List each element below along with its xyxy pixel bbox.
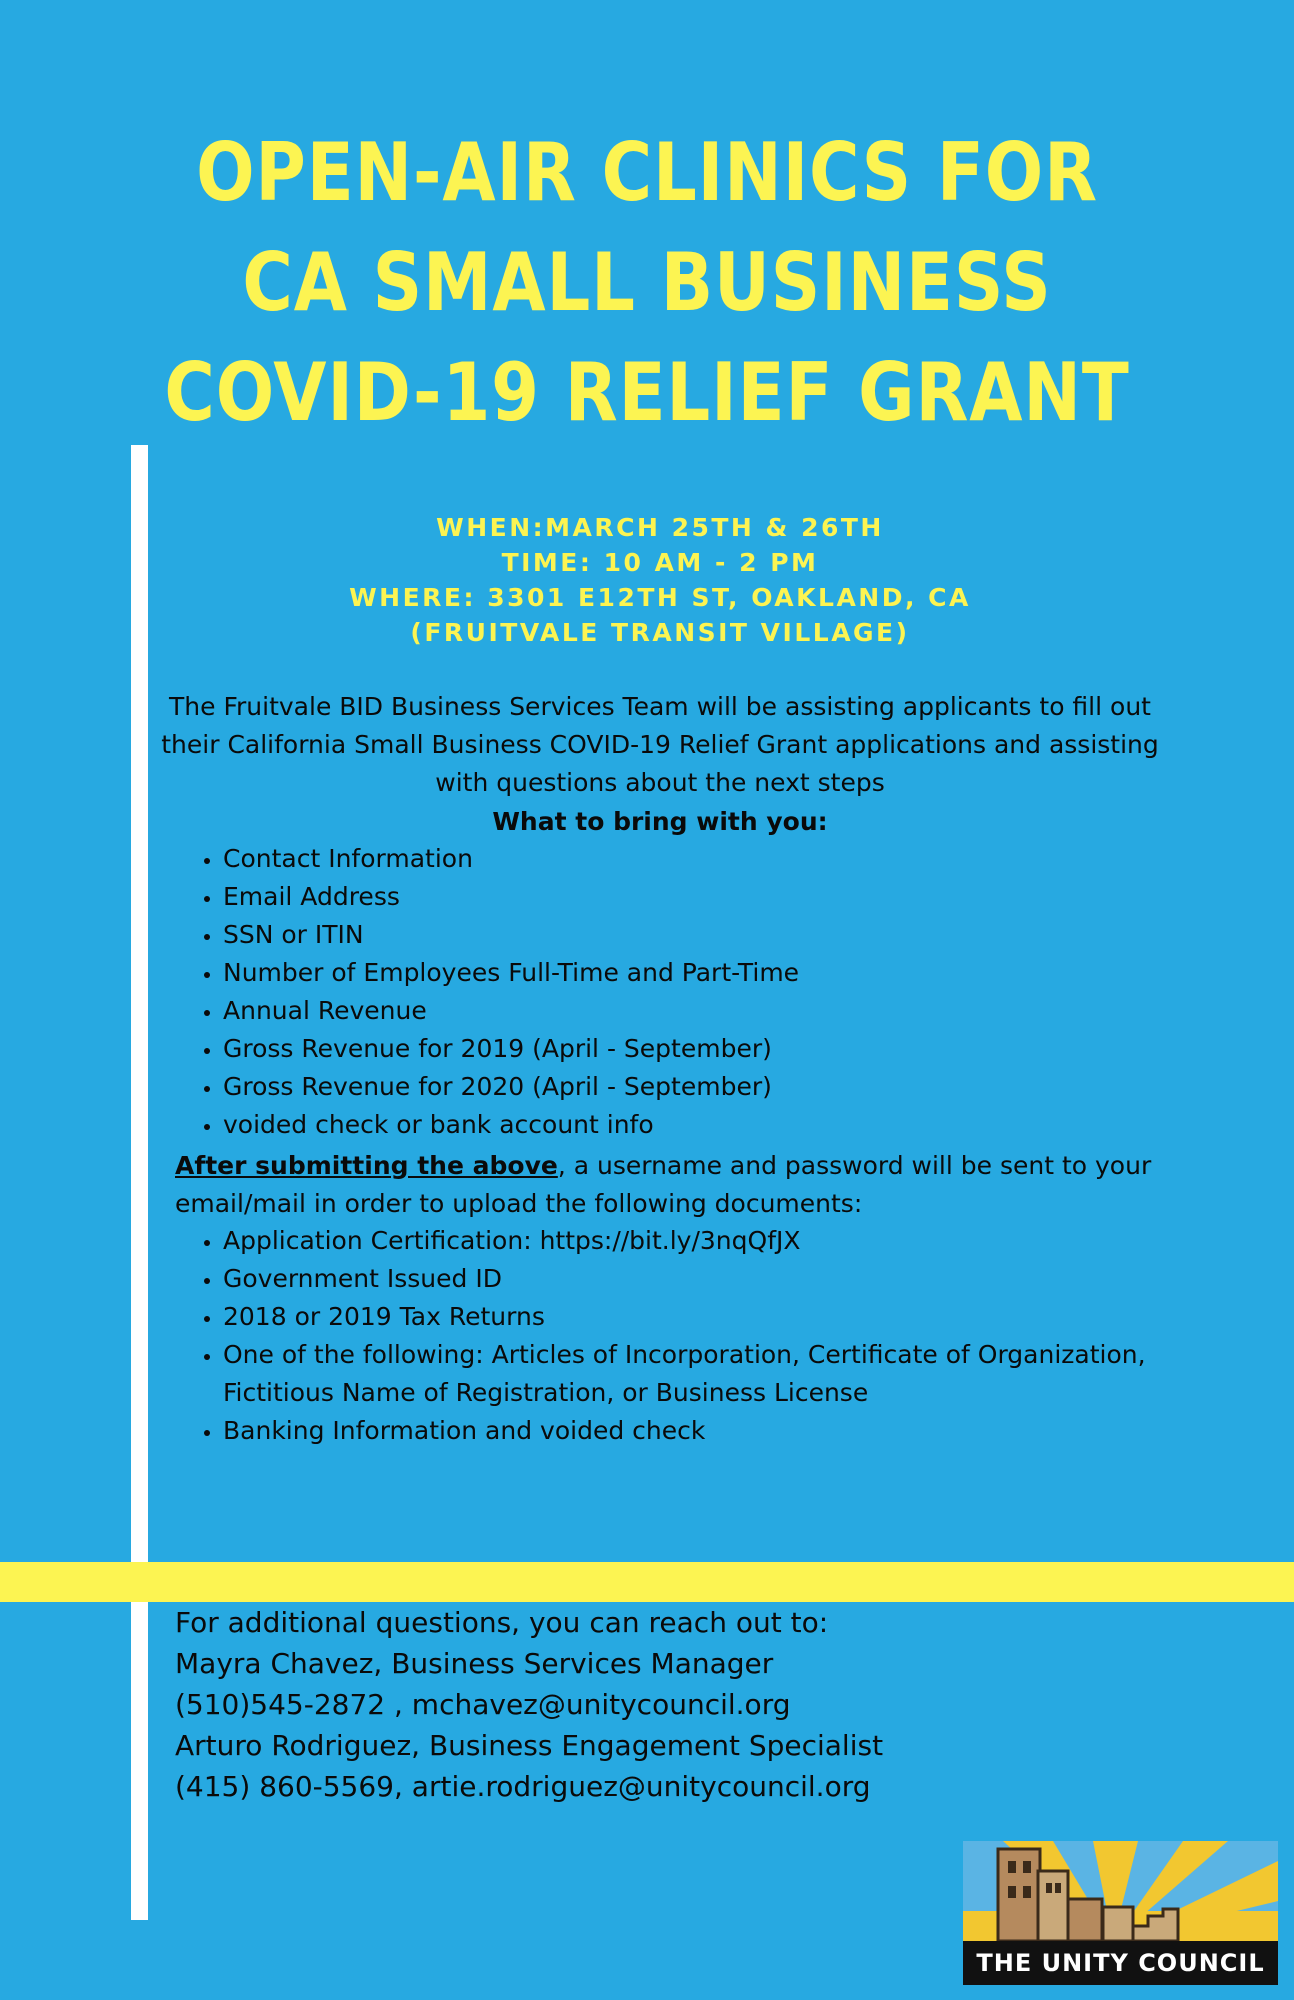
bring-heading: What to bring with you: (492, 807, 828, 836)
contact-person-1-name: Mayra Chavez, Business Services Manager (175, 1647, 774, 1680)
list-item: • Contact Information (223, 840, 1243, 878)
contact-person-1-info: (510)545-2872 , mchavez@unitycouncil.org (175, 1688, 791, 1721)
title-line-3: COVID-19 RELIEF GRANT (164, 346, 1130, 439)
list-item: • Annual Revenue (223, 992, 1243, 1030)
event-where: WHERE: 3301 E12TH ST, OAKLAND, CA (349, 583, 971, 612)
flyer-title (91, 118, 1204, 448)
list-item: • Gross Revenue for 2020 (April - September) (223, 1068, 1243, 1106)
list-item: • One of the following: Articles of Incorporation, Certificate of Organization, Fictitious Name of Registration, or Business License (223, 1336, 1243, 1412)
after-submit-emphasis: After submitting the above (175, 1151, 558, 1180)
after-submit-paragraph (175, 1147, 1235, 1223)
list-item: • Gross Revenue for 2019 (April - September) (223, 1030, 1243, 1068)
contact-section (175, 1602, 1225, 1807)
contact-person-2-info: (415) 860-5569, artie.rodriguez@unitycouncil.org (175, 1770, 871, 1803)
list-item: • Number of Employees Full-Time and Part-Time (223, 954, 1243, 992)
after-submit-text: , a username and password will be sent to your email/mail in order to upload the following documents: (175, 1151, 1152, 1218)
contact-intro: For additional questions, you can reach out to: (175, 1606, 829, 1639)
list-item: • 2018 or 2019 Tax Returns (223, 1298, 1243, 1336)
intro-paragraph: The Fruitvale BID Business Services Team will be assisting applicants to fill out their California Small Business COVID-19 Relief Grant applications and assisting with questions about the next steps (161, 692, 1159, 797)
event-time: TIME: 10 AM - 2 PM (501, 548, 819, 577)
event-place: (FRUITVALE TRANSIT VILLAGE) (410, 618, 910, 647)
horizontal-accent-bar (0, 1562, 1294, 1602)
list-item: • Email Address (223, 878, 1243, 916)
bring-list (175, 840, 1243, 1144)
event-details (160, 510, 1160, 650)
title-line-2: CA SMALL BUSINESS (242, 236, 1052, 329)
logo-graphic-icon (963, 1841, 1278, 1941)
list-item: • Application Certification: https://bit.ly/3nqQfJX (223, 1222, 1243, 1260)
list-item: • SSN or ITIN (223, 916, 1243, 954)
logo-text: THE UNITY COUNCIL (963, 1941, 1278, 1985)
event-when: WHEN:MARCH 25TH & 26TH (436, 513, 884, 542)
list-item: • Banking Information and voided check (223, 1412, 1243, 1450)
list-item: • Government Issued ID (223, 1260, 1243, 1298)
list-item: • voided check or bank account info (223, 1106, 1243, 1144)
title-line-1: OPEN-AIR CLINICS FOR (196, 126, 1098, 219)
unity-council-logo (963, 1841, 1278, 1985)
vertical-accent-bar (131, 445, 148, 1920)
contact-person-2-name: Arturo Rodriguez, Business Engagement Specialist (175, 1729, 884, 1762)
documents-list (175, 1222, 1243, 1450)
